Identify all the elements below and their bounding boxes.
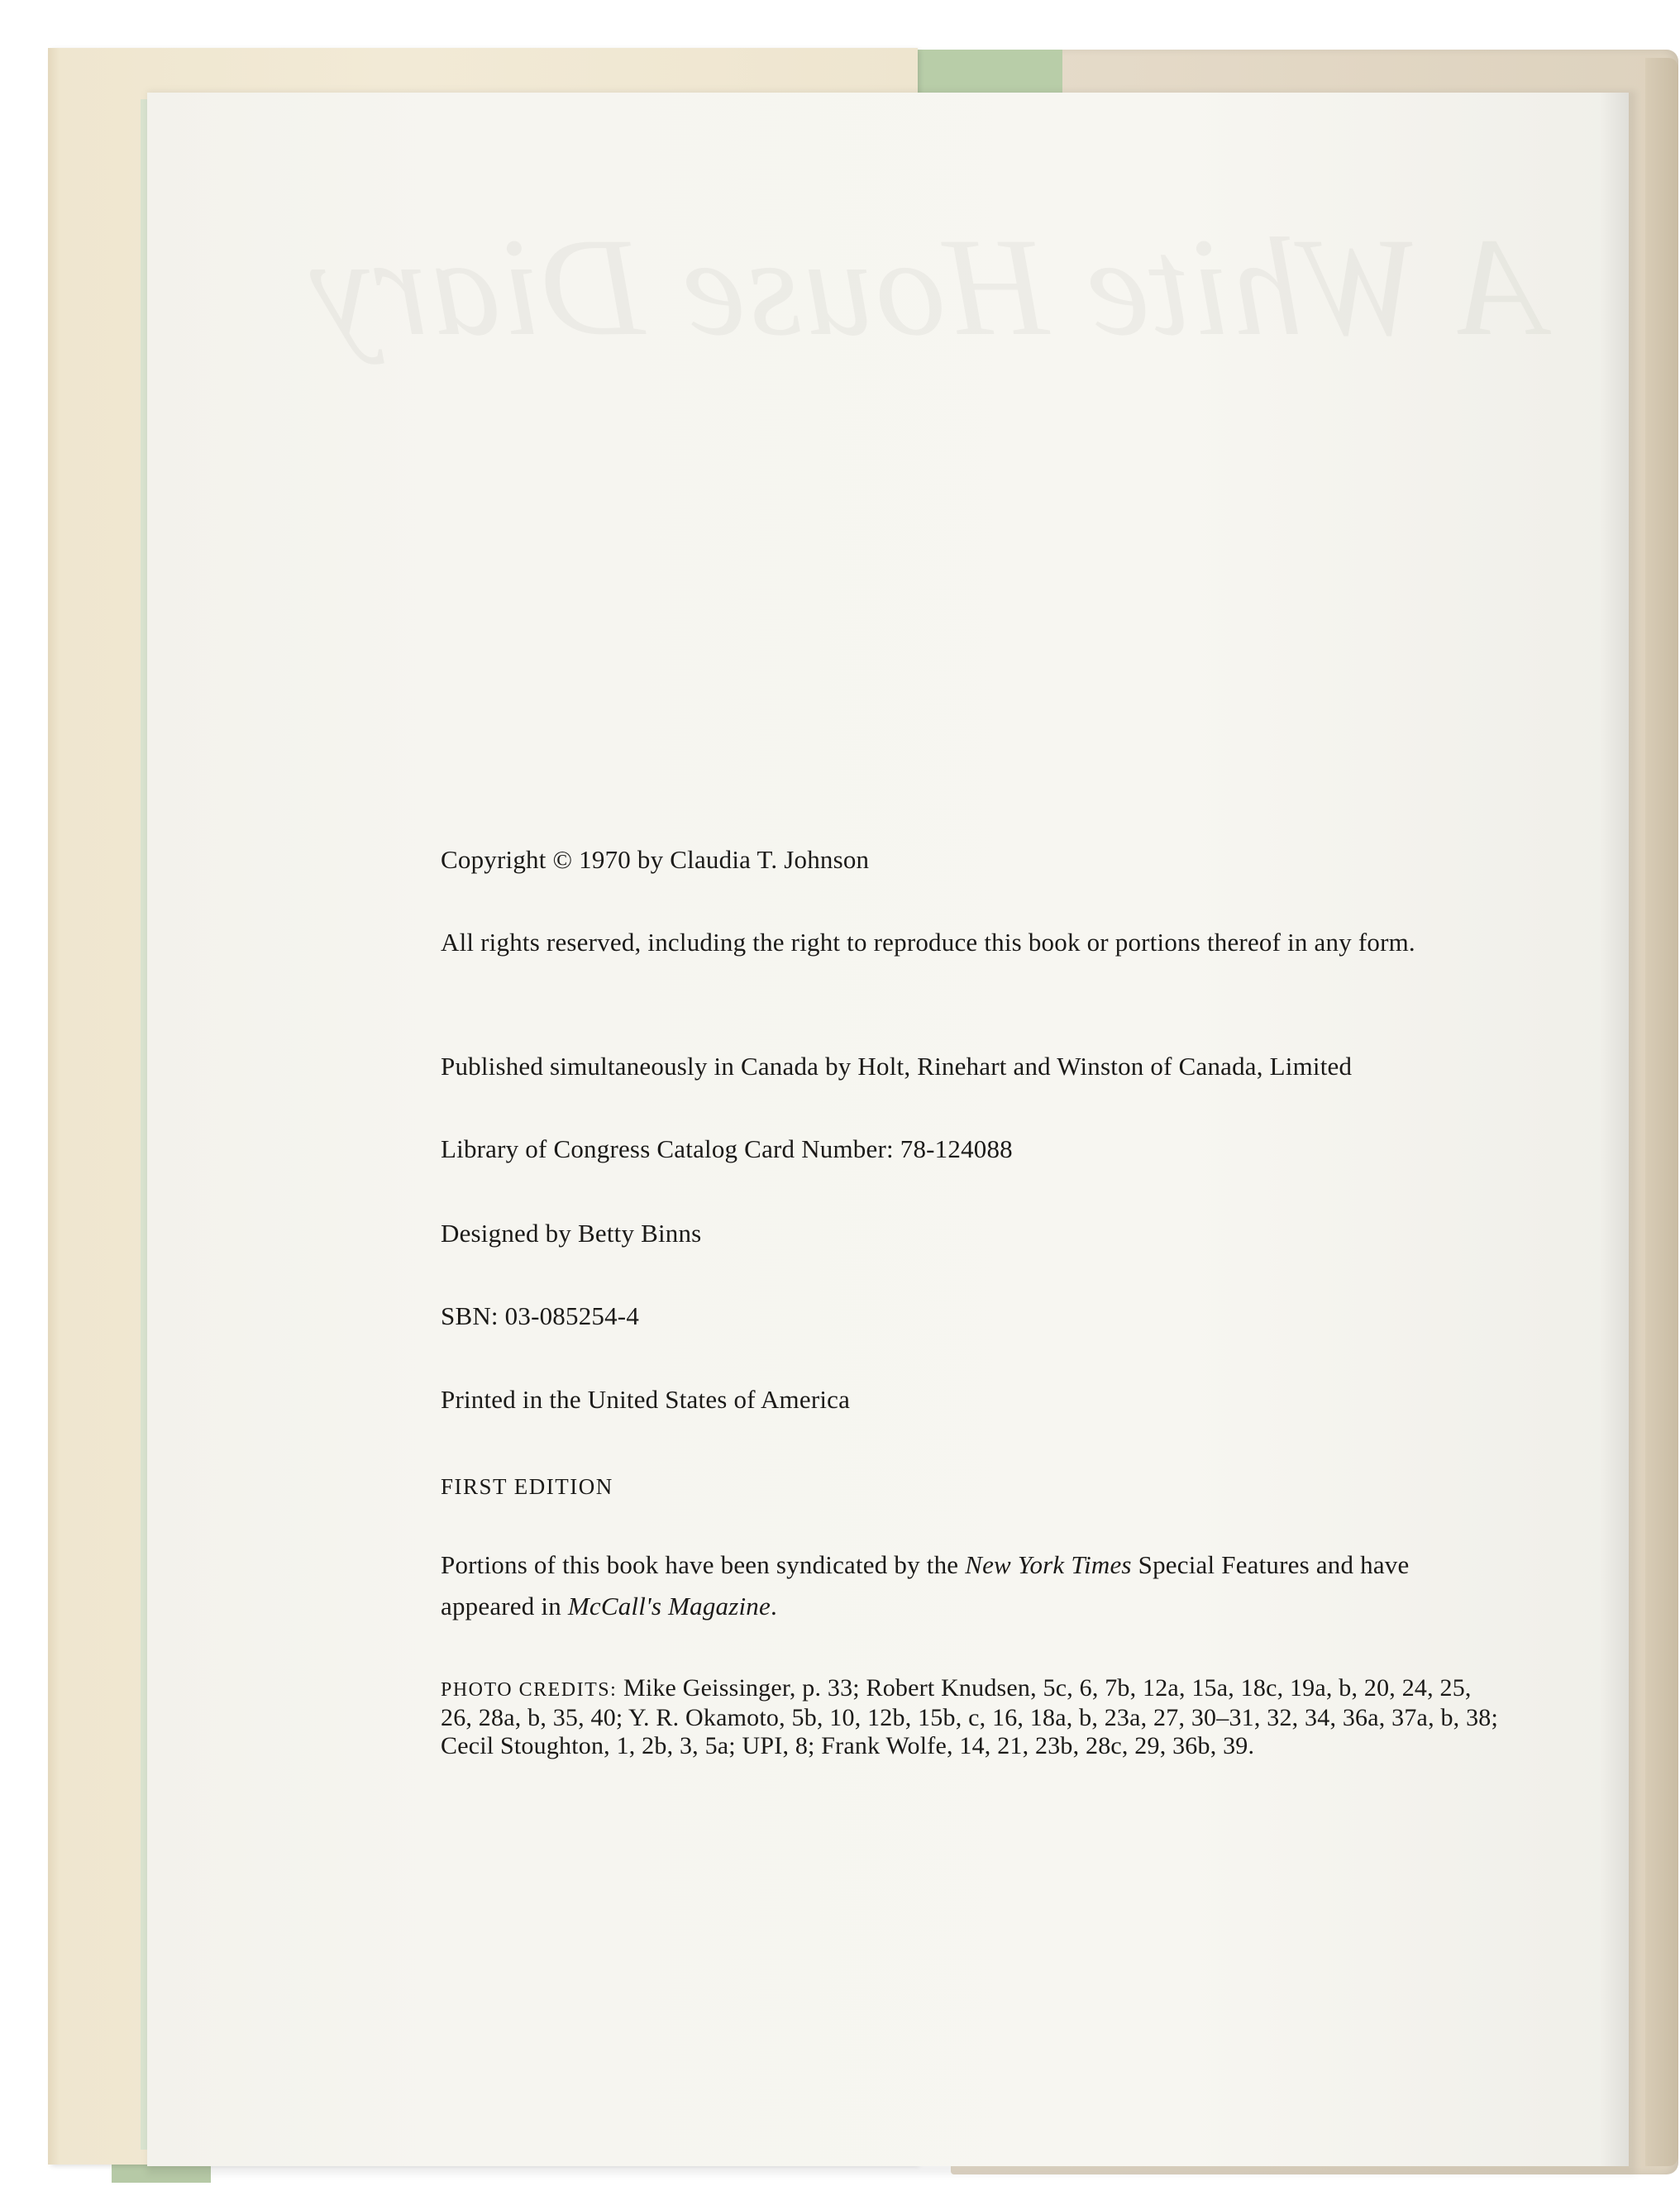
syndication-mid: Special Features and have appeared in: [441, 1550, 1410, 1621]
photo-credits: [441, 1674, 1507, 1760]
photo-credits-label: PHOTO CREDITS:: [441, 1679, 618, 1701]
sbn-line: SBN: 03-085254-4: [441, 1301, 640, 1330]
nyt-title: New York Times: [965, 1550, 1132, 1579]
canada-publication-line: Published simultaneously in Canada by Holt, Rinehart and Winston of Canada, Limited: [441, 1052, 1353, 1081]
photo-credits-text: Mike Geissinger, p. 33; Robert Knudsen, 5c, 6, 7b, 12a, 15a, 18c, 19a, b, 20, 24, 25, 26, 28a, b, 35, 40; Y. R. Okamoto, 5b, 10, 12b, 15b, c, 16, 18a, b, 23a, 27, 30–31, 32, 34, 36a, 37a, b, 38; Cecil Stoughton, 1, 2b, 3, 5a; UPI, 8; Frank Wolfe, 14, 21, 23b, 28c, 29, 36b, 39.: [441, 1674, 1499, 1759]
showthrough-title: A White House Diary: [308, 209, 1544, 365]
designer-line: Designed by Betty Binns: [441, 1219, 702, 1248]
rights-statement: All rights reserved, including the right to reproduce this book or portions thereof in any form.: [441, 928, 1415, 957]
syndication-end: .: [770, 1592, 777, 1621]
copyright-notice: Copyright © 1970 by Claudia T. Johnson: [441, 845, 870, 874]
catalog-number-line: Library of Congress Catalog Card Number: 78-124088: [441, 1134, 1013, 1163]
printed-line: Printed in the United States of America: [441, 1385, 851, 1414]
book-cover-edge: [1645, 58, 1678, 2166]
edition-line: FIRST EDITION: [441, 1474, 613, 1499]
syndication-prefix: Portions of this book have been syndicated by the: [441, 1550, 966, 1579]
dust-jacket-flap-edge: [48, 48, 60, 2165]
syndication-note: [441, 1544, 1507, 1627]
page-gutter-shade: [1600, 93, 1629, 2166]
mccalls-title: McCall's Magazine: [567, 1592, 771, 1621]
